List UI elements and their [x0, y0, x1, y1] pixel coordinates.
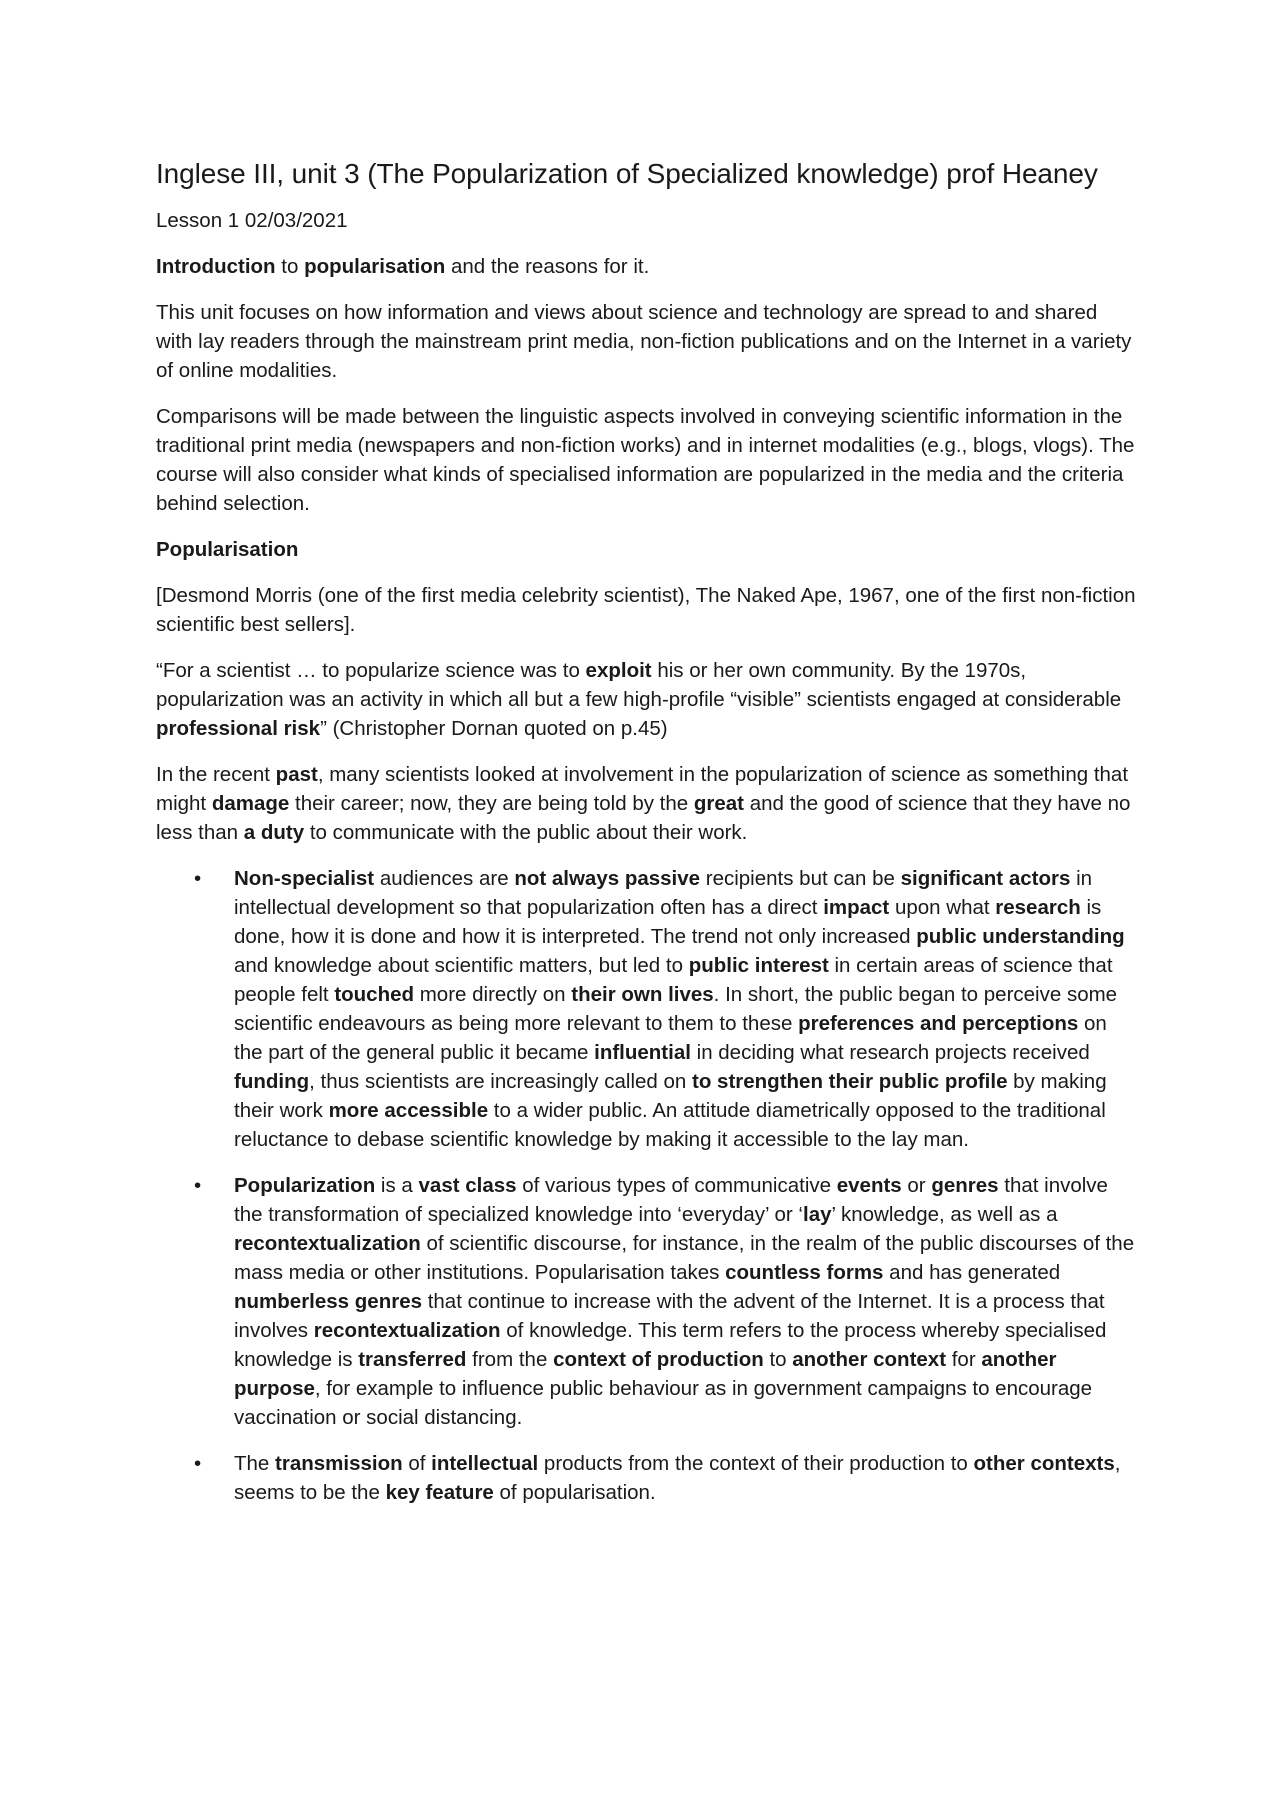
bold-text: touched: [334, 983, 415, 1006]
text-run: of scientific discourse, for instance, in the realm of the public discourses of the mass media or other institutions. Popularisation takes: [234, 1232, 1135, 1284]
bold-text: another context: [792, 1348, 947, 1371]
text-run: In the recent: [156, 763, 276, 786]
bold-text: not always passive: [514, 867, 701, 890]
bold-text: Popularization: [234, 1174, 376, 1197]
bold-text: significant actors: [900, 867, 1071, 890]
bold-text: more accessible: [328, 1099, 489, 1122]
bullet-text: [234, 1452, 1120, 1504]
text-run: for: [946, 1348, 982, 1371]
text-run: of popularisation.: [493, 1481, 656, 1504]
bold-text: a duty: [243, 821, 305, 844]
text-run: , seems to be the: [234, 1452, 1121, 1504]
bold-text: damage: [211, 792, 290, 815]
bold-text: professional risk: [156, 717, 321, 740]
text-run: of: [402, 1452, 432, 1475]
text-run: audiences are: [374, 867, 515, 890]
bold-text: great: [693, 792, 744, 815]
bold-text: impact: [823, 896, 890, 919]
text-run: upon what: [889, 896, 996, 919]
bullet-item: [156, 1171, 1136, 1432]
text-run: of knowledge. This term refers to the process whereby specialised knowledge is: [234, 1319, 1107, 1371]
bold-text: Non-specialist: [234, 867, 375, 890]
bullet-text: [234, 1174, 1134, 1429]
text-run: recipients but can be: [700, 867, 901, 890]
bold-text: public interest: [688, 954, 829, 977]
bold-text: influential: [594, 1041, 691, 1064]
bold-text: context of production: [553, 1348, 764, 1371]
bold-text: other contexts: [973, 1452, 1115, 1475]
bold-text: transmission: [275, 1452, 403, 1475]
text-run: in certain areas of science that people felt: [234, 954, 1113, 1006]
text-run: Comparisons will be made between the linguistic aspects involved in conveying scientific information in the traditional print media (newspapers and non-fiction works) and in internet modalities (e.g., blogs, vlogs). The course will also consider what kinds of specialised information are popularized in the media and the criteria behind selection.: [156, 405, 1135, 515]
text-run: ’ knowledge, as well as a: [831, 1203, 1058, 1226]
text-run: by making their work: [234, 1070, 1107, 1122]
text-run: more directly on: [414, 983, 572, 1006]
text-run: or: [901, 1174, 932, 1197]
text-run: to: [275, 255, 305, 278]
text-run: [Desmond Morris (one of the first media celebrity scientist), The Naked Ape, 1967, one of the first non-fiction scientific best sellers].: [156, 584, 1136, 636]
text-run: This unit focuses on how information and views about science and technology are spread to and shared with lay readers through the mainstream print media, non-fiction publications and on the Internet in a variety of online modalities.: [156, 301, 1132, 382]
text-run: that involve the transformation of specialized knowledge into ‘everyday’ or ‘: [234, 1174, 1108, 1226]
recent-paragraph: [156, 760, 1136, 847]
bold-text: research: [995, 896, 1081, 919]
bold-text: their own lives: [571, 983, 714, 1006]
text-run: products from the context of their production to: [538, 1452, 974, 1475]
text-run: and knowledge about scientific matters, but led to: [234, 954, 689, 977]
text-run: and has generated: [883, 1261, 1061, 1284]
bullet-icon: •: [194, 867, 202, 890]
bullet-list: [156, 864, 1136, 1507]
bold-text: past: [275, 763, 318, 786]
intro-paragraph: [156, 252, 1136, 281]
bold-text: intellectual: [431, 1452, 539, 1475]
text-run: “For a scientist … to popularize science was to: [156, 659, 586, 682]
bullet-text: [234, 867, 1125, 1151]
text-run: to: [763, 1348, 793, 1371]
bold-text: events: [836, 1174, 902, 1197]
text-run: from the: [466, 1348, 554, 1371]
bold-text: popularisation: [304, 255, 446, 278]
text-run: to a wider public. An attitude diametrically opposed to the traditional reluctance to debase scientific knowledge by making it accessible to the lay man.: [234, 1099, 1106, 1151]
text-run: , many scientists looked at involvement in the popularization of science as something that might: [156, 763, 1129, 815]
bullet-item: [156, 864, 1136, 1154]
text-run: , thus scientists are increasingly called on: [309, 1070, 692, 1093]
text-run: . In short, the public began to perceive some scientific endeavours as being more relevant to them to these: [234, 983, 1118, 1035]
bold-text: countless forms: [725, 1261, 884, 1284]
bold-text: public understanding: [916, 925, 1125, 948]
text-run: , for example to influence public behaviour as in government campaigns to encourage vaccination or social distancing.: [234, 1377, 1093, 1429]
text-run: The: [234, 1452, 276, 1475]
bullet-icon: •: [194, 1452, 202, 1475]
document-page: [156, 156, 1136, 1524]
bold-text: another purpose: [234, 1348, 1057, 1400]
section-heading: [156, 535, 1136, 564]
document-title: Inglese III, unit 3 (The Popularization of Specialized knowledge) prof Heaney: [156, 158, 1098, 189]
bullet-icon: •: [194, 1174, 202, 1197]
text-run: their career; now, they are being told by the: [289, 792, 694, 815]
bold-text: recontextualization: [313, 1319, 501, 1342]
bold-text: preferences and perceptions: [798, 1012, 1079, 1035]
bold-text: to strengthen their public profile: [692, 1070, 1008, 1093]
quote-paragraph: [156, 656, 1136, 743]
text-run: in intellectual development so that popularization often has a direct: [234, 867, 1093, 919]
bold-text: exploit: [585, 659, 652, 682]
comparisons-paragraph: [156, 402, 1136, 518]
text-run: of various types of communicative: [516, 1174, 837, 1197]
bold-text: transferred: [358, 1348, 467, 1371]
text-run: and the good of science that they have no less than: [156, 792, 1131, 844]
text-run: on the part of the general public it became: [234, 1012, 1107, 1064]
text-run: is a: [375, 1174, 419, 1197]
text-run: and the reasons for it.: [445, 255, 650, 278]
text-run: his or her own community. By the 1970s, popularization was an activity in which all but a few high-profile “visible” scientists engaged at considerable: [156, 659, 1122, 711]
bold-text: key feature: [385, 1481, 494, 1504]
lesson-date: Lesson 1 02/03/2021: [156, 209, 348, 232]
bold-text: Introduction: [156, 255, 276, 278]
bold-text: Popularisation: [156, 538, 299, 561]
text-run: to communicate with the public about their work.: [304, 821, 748, 844]
morris-paragraph: [156, 581, 1136, 639]
bold-text: vast class: [418, 1174, 517, 1197]
bold-text: numberless genres: [234, 1290, 422, 1313]
bold-text: funding: [234, 1070, 310, 1093]
text-run: that continue to increase with the advent of the Internet. It is a process that involves: [234, 1290, 1105, 1342]
bullet-item: [156, 1449, 1136, 1507]
bold-text: lay: [803, 1203, 832, 1226]
text-run: is done, how it is done and how it is interpreted. The trend not only increased: [234, 896, 1102, 948]
focus-paragraph: [156, 298, 1136, 385]
text-run: ” (Christopher Dornan quoted on p.45): [320, 717, 668, 740]
bold-text: recontextualization: [234, 1232, 421, 1255]
text-run: in deciding what research projects received: [690, 1041, 1090, 1064]
bold-text: genres: [931, 1174, 999, 1197]
